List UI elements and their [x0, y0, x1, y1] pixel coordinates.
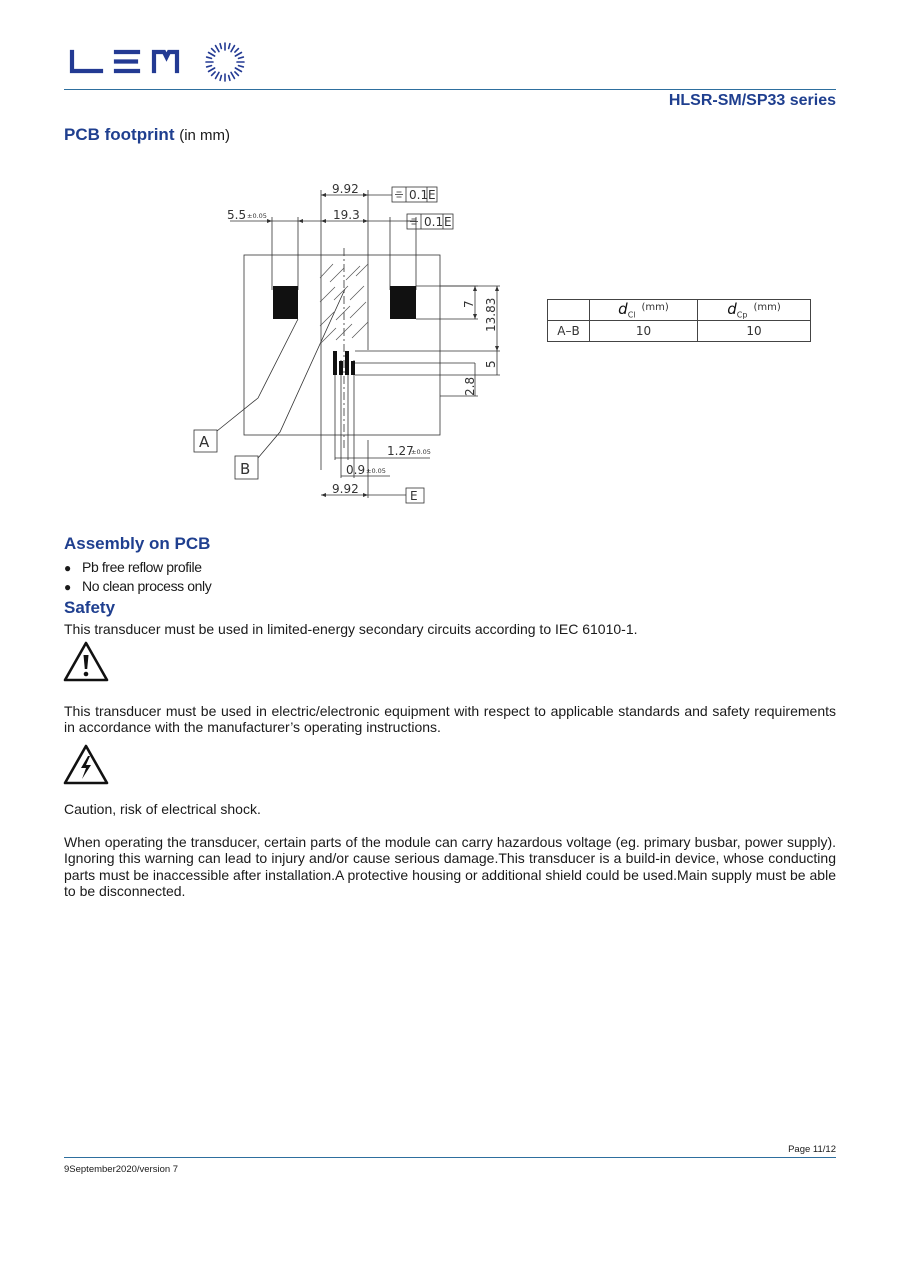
- series-title: HLSR-SM/SP33 series: [668, 92, 836, 109]
- header-rule: [64, 89, 836, 90]
- sunburst-ray: [235, 72, 239, 76]
- safety-paragraph-2: This transducer must be used in electric/electronic equipment with respect to applicable standards and safety requirements in accordance with the manufacturer’s operating instructions.: [64, 703, 836, 736]
- sunburst-ray: [216, 46, 220, 52]
- pin-pad: [333, 351, 337, 375]
- sunburst-ray: [209, 68, 215, 72]
- dim-pitch-bottom: 9.92: [332, 482, 359, 496]
- sunburst-ray: [239, 57, 244, 58]
- dim-pitch-top: 9.92: [332, 182, 359, 196]
- dim-width-top: 19.3: [333, 208, 360, 222]
- sunburst-icon: [206, 43, 244, 81]
- sunburst-ray: [209, 53, 215, 57]
- tol-datum-1: E: [428, 188, 436, 202]
- table-cell-dcl: 10: [590, 321, 698, 342]
- safety-paragraph-3: Caution, risk of electrical shock.: [64, 801, 261, 817]
- dim-pad-width: 5.5: [227, 208, 247, 222]
- footprint-outline: [244, 255, 440, 435]
- sunburst-ray: [235, 53, 241, 57]
- dim-pin-pitch: 1.27: [387, 444, 414, 458]
- safety-paragraph-4: When operating the transducer, certain parts of the module can carry hazardous voltage (eg. primary busbar, power supply). Ignoring this warning can lead to injury and/or cause serious damage.This transducer is a build-in device, whose conducting parts must be inaccessible after installation.A protective housing or additional shield could be used.Main supply must be able to be disconnected.: [64, 834, 836, 899]
- tag-b: B: [240, 460, 251, 478]
- tag-a: A: [199, 433, 210, 451]
- dim-5: 5: [484, 360, 498, 368]
- dim-pin-width: 0.9: [346, 463, 366, 477]
- footprint-title: PCB footprint: [64, 125, 175, 144]
- pin-pad: [351, 361, 355, 375]
- sunburst-ray: [216, 72, 220, 78]
- table-corner-cell: [548, 300, 590, 321]
- table-row-label: A–B: [548, 321, 590, 342]
- dim-13-83: 13.83: [484, 297, 498, 332]
- footer-version: 9September2020/version 7: [64, 1164, 179, 1175]
- pcb-footprint-drawing: [180, 170, 520, 515]
- dim-pin-width-tol: ±0.05: [366, 467, 386, 475]
- assembly-title: Assembly on PCB: [64, 534, 211, 553]
- pad-left: [273, 286, 298, 319]
- table-cell-dcp: 10: [698, 321, 811, 342]
- sunburst-ray: [231, 72, 235, 78]
- page-number: Page 11/12: [788, 1144, 836, 1155]
- sunburst-ray: [212, 72, 216, 76]
- sunburst-ray: [207, 66, 212, 67]
- sunburst-ray: [235, 68, 241, 72]
- assembly-list: [64, 558, 211, 595]
- pin-pad: [345, 351, 349, 375]
- sunburst-ray: [231, 46, 235, 52]
- footprint-unit: (in mm): [179, 127, 231, 144]
- safety-title: Safety: [64, 598, 116, 617]
- tol-value-2: 0.1: [424, 215, 444, 229]
- sunburst-ray: [239, 66, 244, 67]
- datum-e-label: E: [410, 489, 418, 503]
- list-item: ● No clean process only: [64, 577, 212, 594]
- sunburst-ray: [235, 49, 239, 53]
- dim-pad-tol: ±0.05: [247, 212, 267, 220]
- sunburst-ray: [207, 57, 212, 58]
- safety-paragraph-1: This transducer must be used in limited-energy secondary circuits according to IEC 61010-1.: [64, 621, 638, 637]
- sunburst-ray: [220, 44, 221, 49]
- tol-value-1: 0.1: [409, 188, 429, 202]
- sunburst-ray: [220, 76, 221, 81]
- dim-pin-pitch-tol: ±0.05: [411, 448, 431, 456]
- footprint-heading: [64, 125, 230, 145]
- warning-exclamation-icon: [63, 640, 109, 682]
- table-header-dcp: $d_{Cp}^{(mm)}$: [698, 300, 811, 321]
- tol-datum-2: E: [444, 215, 452, 229]
- list-item: ● Pb free reflow profile: [64, 559, 202, 575]
- dim-7: 7: [462, 300, 476, 308]
- footer-rule: [64, 1157, 836, 1158]
- pin-pad: [339, 361, 343, 375]
- sunburst-ray: [212, 49, 216, 53]
- sunburst-ray: [229, 76, 230, 81]
- clearance-table: [547, 299, 811, 342]
- table-header-dcl: $d_{Cl}^{(mm)}$: [590, 300, 698, 321]
- electric-shock-warning-icon: [63, 743, 109, 785]
- pad-right: [390, 286, 416, 319]
- lem-logo: [68, 40, 268, 86]
- dim-2-8: 2.8: [463, 376, 477, 396]
- sunburst-ray: [229, 44, 230, 49]
